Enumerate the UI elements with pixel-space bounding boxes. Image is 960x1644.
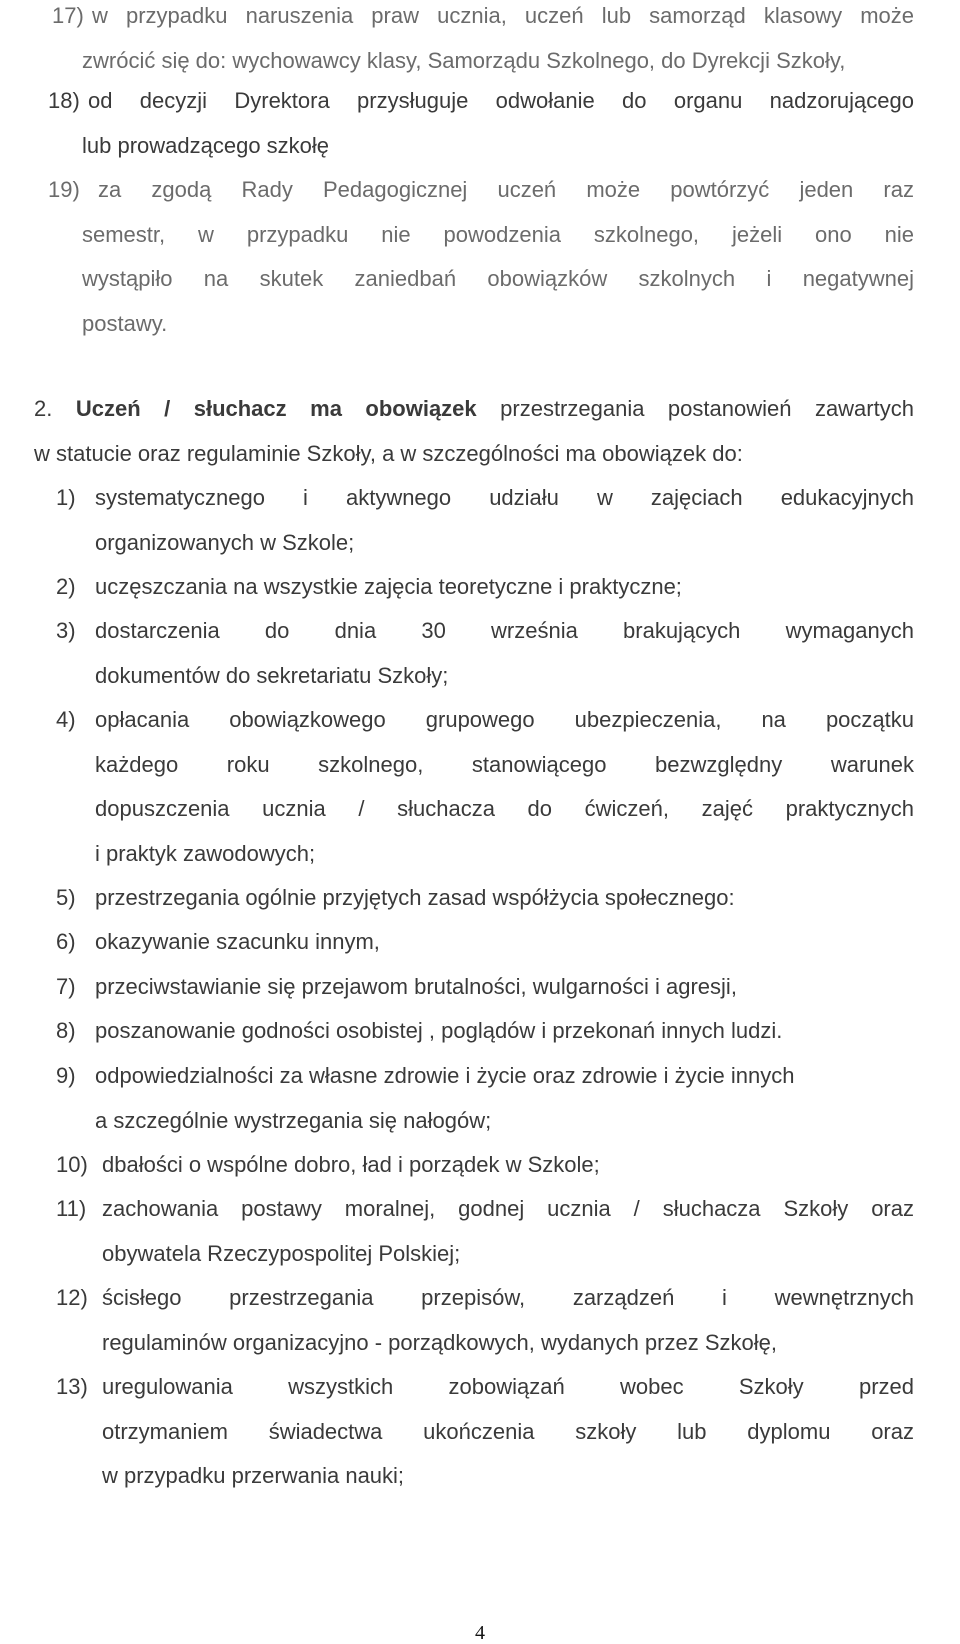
list-item-text: przestrzegania ogólnie przyjętych zasad współżycia społecznego: [95,885,735,910]
list-item-text: przeciwstawianie się przejawom brutalności, wulgarności i agresji, [95,974,737,999]
list-item-number: 7) [56,974,76,999]
section-2-text-line2: w statucie oraz regulaminie Szkoły, a w szczególności ma obowiązek do: [34,441,743,466]
list-item-text: semestr, w przypadku nie powodzenia szkolnego, jeżeli ono nie [82,222,914,247]
list-item-number: 19) [48,177,80,202]
section-2-bold-text: Uczeń / słuchacz ma obowiązek [75,396,477,421]
list-item-text: okazywanie szacunku innym, [95,929,380,954]
list-item-text: odpowiedzialności za własne zdrowie i życie oraz zdrowie i życie innych [95,1063,795,1088]
list-item-number: 3) [56,618,76,643]
list-item-number: 8) [56,1018,76,1043]
list-item-number: 6) [56,929,76,954]
list-item-text: zwrócić się do: wychowawcy klasy, Samorządu Szkolnego, do Dyrekcji Szkoły, [82,48,846,73]
list-item-text: a szczególnie wystrzegania się nałogów; [95,1108,492,1133]
list-item-text: opłacania obowiązkowego grupowego ubezpieczenia, na początku [95,707,914,732]
list-item-text: od decyzji Dyrektora przysługuje odwołanie do organu nadzorującego [88,88,914,113]
list-item-text: dopuszczenia ucznia / słuchacza do ćwiczeń, zajęć praktycznych [95,796,914,821]
list-item-text: każdego roku szkolnego, stanowiącego bezwzględny warunek [95,752,914,777]
list-item-number: 2) [56,574,76,599]
list-item-text: wystąpiło na skutek zaniedbań obowiązków szkolnych i negatywnej [82,266,914,291]
list-item-text: otrzymaniem świadectwa ukończenia szkoły lub dyplomu oraz [102,1419,914,1444]
list-item-text: w przypadku naruszenia praw ucznia, uczeń lub samorząd klasowy może [92,3,914,28]
list-item-text: lub prowadzącego szkołę [82,133,330,158]
list-item-text: uczęszczania na wszystkie zajęcia teoretyczne i praktyczne; [95,574,682,599]
list-item-text: regulaminów organizacyjno - porządkowych, wydanych przez Szkołę, [102,1330,777,1355]
list-item-text: i praktyk zawodowych; [95,841,316,866]
section-number: 2. [34,396,53,421]
section-2-heading [34,397,914,421]
page-number: 4 [475,1622,485,1644]
list-item-text: systematycznego i aktywnego udziału w zajęciach edukacyjnych [95,485,914,510]
list-item-number: 5) [56,885,76,910]
list-item-text: w przypadku przerwania nauki; [102,1463,405,1488]
list-item-number: 18) [48,88,80,113]
list-item-text: dbałości o wspólne dobro, ład i porządek w Szkole; [102,1152,600,1177]
list-item-number: 9) [56,1063,76,1088]
list-item-text: dostarczenia do dnia 30 września brakujących wymaganych [95,618,914,643]
list-item-text: uregulowania wszystkich zobowiązań wobec Szkoły przed [102,1374,914,1399]
list-item-number: 1) [56,485,76,510]
list-item-text: za zgodą Rady Pedagogicznej uczeń może powtórzyć jeden raz [98,177,914,202]
list-item-text: ścisłego przestrzegania przepisów, zarządzeń i wewnętrznych [102,1285,914,1310]
list-item-number: 13) [56,1374,88,1399]
list-item-text: organizowanych w Szkole; [95,530,355,555]
list-item-number: 12) [56,1285,88,1310]
list-item-text: obywatela Rzeczypospolitej Polskiej; [102,1241,461,1266]
list-item-number: 17) [52,3,84,28]
list-item-text: dokumentów do sekretariatu Szkoły; [95,663,449,688]
list-item-number: 10) [56,1152,88,1177]
list-item-number: 11) [56,1196,87,1221]
list-item-text: zachowania postawy moralnej, godnej ucznia / słuchacza Szkoły oraz [102,1196,914,1221]
list-item-number: 4) [56,707,76,732]
list-item-text: poszanowanie godności osobistej , poglądów i przekonań innych ludzi. [95,1018,783,1043]
list-item-text: postawy. [82,311,168,336]
section-2-text: przestrzegania postanowień zawartych [500,396,914,421]
